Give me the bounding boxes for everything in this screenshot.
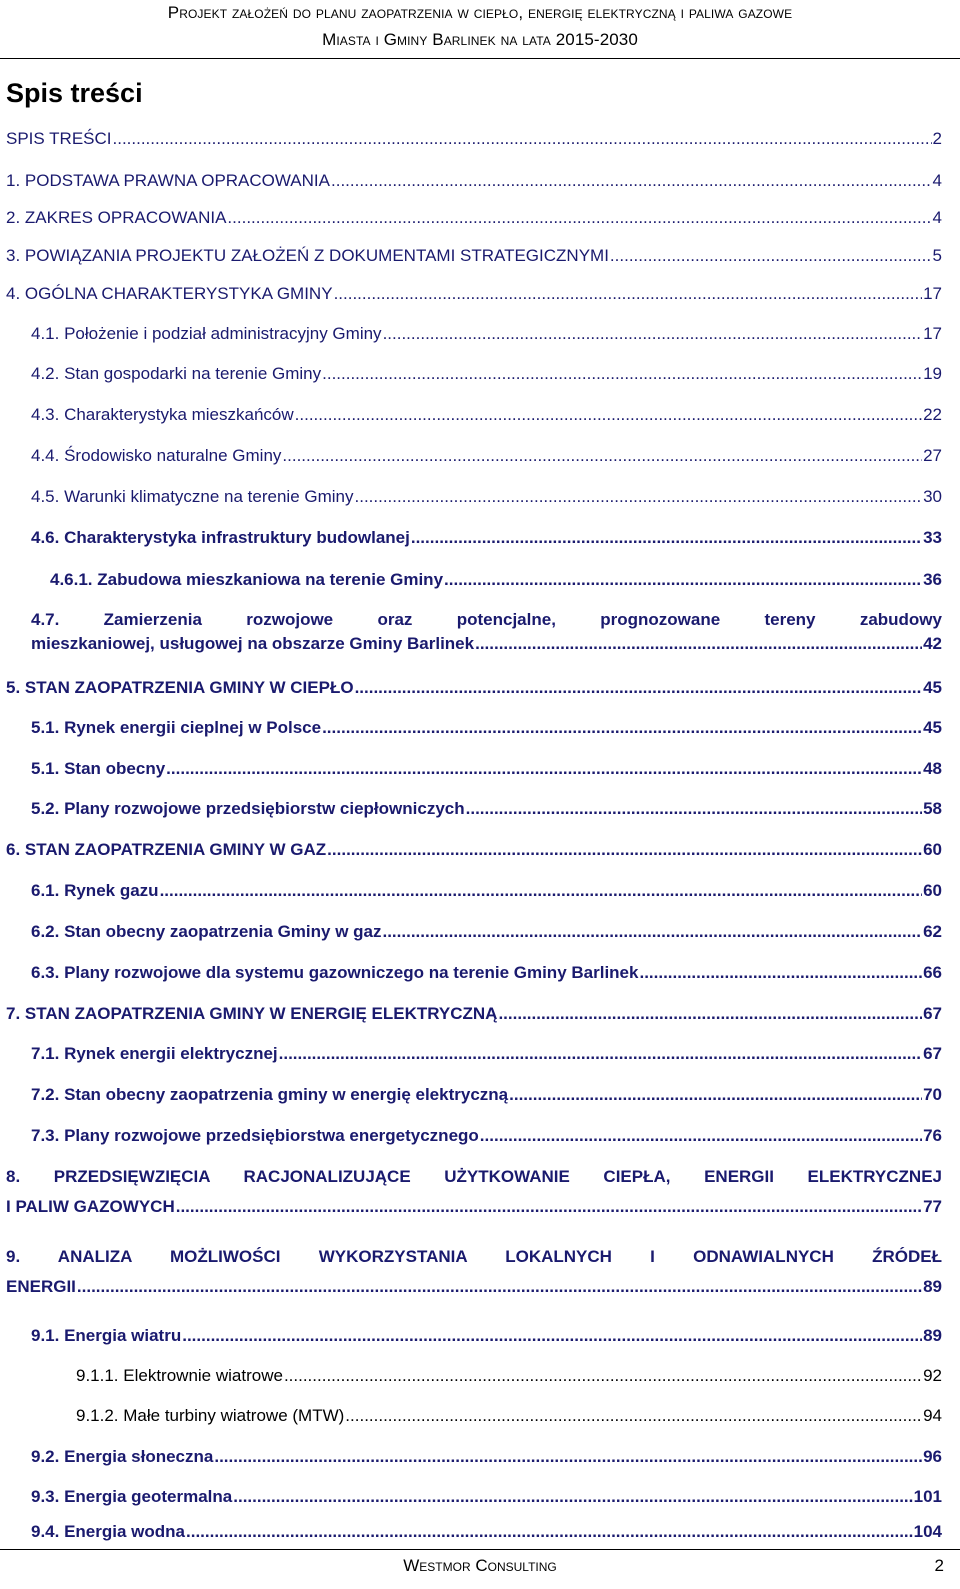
toc-entry[interactable] — [6, 246, 942, 266]
toc-entry[interactable] — [76, 1366, 942, 1386]
toc-entry-text: 5.1. Stan obecny — [31, 759, 166, 778]
toc-entry-page: 17 — [923, 284, 942, 303]
toc-entry[interactable] — [31, 446, 942, 466]
toc-entry-text-line-1: 8. PRZEDSIĘWZIĘCIA RACJONALIZUJĄCE UŻYTKOWANIE CIEPŁA, ENERGII ELEKTRYCZNEJ — [6, 1167, 942, 1186]
toc-entry[interactable] — [50, 570, 942, 590]
toc-leader-dots — [295, 405, 922, 425]
toc-leader-dots — [610, 246, 932, 266]
toc-entry-page: 17 — [923, 324, 942, 343]
toc-entry-text: 4.6. Charakterystyka infrastruktury budowlanej — [31, 528, 410, 547]
toc-entry[interactable] — [31, 799, 942, 819]
toc-entry-text: 9.3. Energia geotermalna — [31, 1487, 233, 1506]
toc-entry-text: 6.2. Stan obecny zaopatrzenia Gminy w gaz — [31, 922, 382, 941]
toc-entry-text: 5.1. Rynek energii cieplnej w Polsce — [31, 718, 322, 737]
toc-entry-page: 67 — [923, 1044, 942, 1063]
toc-leader-dots — [345, 1406, 922, 1426]
toc-entry-text-line-1: 9. ANALIZA MOŻLIWOŚCI WYKORZYSTANIA LOKALNYCH I ODNAWIALNYCH ŹRÓDEŁ — [6, 1247, 942, 1266]
toc-entry-page: 60 — [923, 881, 942, 900]
toc-entry[interactable] — [6, 1167, 942, 1217]
toc-entry[interactable] — [31, 487, 942, 507]
toc-entry[interactable] — [31, 1044, 942, 1064]
toc-entry[interactable] — [76, 1406, 942, 1426]
toc-entry[interactable] — [6, 129, 942, 149]
toc-entry[interactable] — [31, 718, 942, 738]
toc-entry-text: 9.4. Energia wodna — [31, 1522, 185, 1541]
toc-entry-page: 45 — [923, 718, 942, 737]
toc-leader-dots — [480, 1126, 922, 1146]
toc-entry[interactable] — [31, 1447, 942, 1467]
toc-leader-dots — [182, 1326, 922, 1346]
toc-entry-page: 70 — [923, 1085, 942, 1104]
toc-entry-text: 4.2. Stan gospodarki na terenie Gminy — [31, 364, 322, 383]
toc-entry-text: 7.3. Plany rozwojowe przedsiębiorstwa energetycznego — [31, 1126, 479, 1145]
footer-rule — [0, 1549, 960, 1550]
toc-leader-dots — [227, 208, 931, 228]
toc-entry-text: 9.1.2. Małe turbiny wiatrowe (MTW) — [76, 1406, 345, 1425]
toc-entry[interactable] — [31, 963, 942, 983]
toc-leader-dots — [327, 840, 922, 860]
toc-leader-dots — [113, 129, 932, 149]
toc-entry-text: 5. STAN ZAOPATRZENIA GMINY W CIEPŁO — [6, 678, 354, 697]
toc-leader-dots — [282, 446, 922, 466]
toc-leader-dots — [383, 324, 923, 344]
toc-entry[interactable] — [31, 1522, 942, 1542]
toc-entry-page: 22 — [923, 405, 942, 424]
toc-entry[interactable] — [31, 922, 942, 942]
toc-entry-text: 6. STAN ZAOPATRZENIA GMINY W GAZ — [6, 840, 327, 859]
toc-entry[interactable] — [6, 1004, 942, 1024]
toc-leader-dots — [166, 759, 922, 779]
toc-entry-page: 58 — [923, 799, 942, 818]
toc-entry-text: 4. OGÓLNA CHARAKTERYSTYKA GMINY — [6, 284, 333, 303]
toc-entry[interactable] — [31, 1126, 942, 1146]
toc-entry-text: 2. ZAKRES OPRACOWANIA — [6, 208, 227, 227]
toc-entry-page: 4 — [932, 208, 942, 227]
toc-entry-page: 62 — [923, 922, 942, 941]
toc-entry-page: 45 — [923, 678, 942, 697]
toc-entry-page: 33 — [923, 528, 942, 547]
toc-leader-dots — [77, 1277, 922, 1297]
toc-entry[interactable] — [31, 364, 942, 384]
toc-entry-page: 2 — [932, 129, 942, 148]
toc-entry-page: 67 — [923, 1004, 942, 1023]
toc-leader-dots — [331, 171, 932, 191]
toc-entry-page: 96 — [923, 1447, 942, 1466]
toc-entry-text: 9.1.1. Elektrownie wiatrowe — [76, 1366, 283, 1385]
toc-leader-dots — [322, 364, 922, 384]
footer-company-name: Westmor Consulting — [403, 1556, 557, 1575]
toc-entry-page: 42 — [923, 634, 942, 653]
toc-leader-dots — [639, 963, 922, 983]
toc-entry-page: 5 — [932, 246, 942, 265]
toc-leader-dots — [382, 922, 922, 942]
toc-entry-page: 19 — [923, 364, 942, 383]
toc-entry-text: 1. PODSTAWA PRAWNA OPRACOWANIA — [6, 171, 330, 190]
page-title: Spis treści — [6, 78, 143, 108]
toc-entry-page: 36 — [923, 570, 942, 589]
toc-entry-text: 7.1. Rynek energii elektrycznej — [31, 1044, 278, 1063]
toc-entry-page: 27 — [923, 446, 942, 465]
toc-leader-dots — [411, 528, 922, 548]
toc-entry-text-line-1: 4.7. Zamierzenia rozwojowe oraz potencjalne, prognozowane tereny zabudowy — [31, 610, 942, 629]
toc-entry[interactable] — [31, 405, 942, 425]
toc-entry-text: 6.3. Plany rozwojowe dla systemu gazowniczego na terenie Gminy Barlinek — [31, 963, 639, 982]
toc-entry-page: 66 — [923, 963, 942, 982]
toc-entry-page: 4 — [932, 171, 942, 190]
toc-entry-text: 5.2. Plany rozwojowe przedsiębiorstw ciepłowniczych — [31, 799, 465, 818]
toc-entry[interactable] — [31, 324, 942, 344]
toc-entry-page: 104 — [913, 1522, 942, 1541]
toc-entry[interactable] — [6, 171, 942, 191]
toc-leader-dots — [444, 570, 922, 590]
toc-entry[interactable] — [31, 759, 942, 779]
toc-leader-dots — [186, 1522, 913, 1542]
toc-entry-text: 4.5. Warunki klimatyczne na terenie Gminy — [31, 487, 354, 506]
toc-leader-dots — [233, 1487, 912, 1507]
toc-entry-text: 6.1. Rynek gazu — [31, 881, 159, 900]
toc-entry-text: SPIS TREŚCI — [6, 129, 112, 148]
toc-entry-text: 9.1. Energia wiatru — [31, 1326, 182, 1345]
toc-entry[interactable] — [6, 840, 942, 860]
toc-entry[interactable] — [31, 1487, 942, 1507]
toc-entry[interactable] — [31, 1326, 942, 1346]
toc-leader-dots — [284, 1366, 922, 1386]
toc-entry-page: 30 — [923, 487, 942, 506]
toc-entry[interactable] — [6, 208, 942, 228]
toc-entry[interactable] — [31, 1085, 942, 1105]
toc-leader-dots — [279, 1044, 922, 1064]
toc-entry-text: 7. STAN ZAOPATRZENIA GMINY W ENERGIĘ ELEKTRYCZNĄ — [6, 1004, 498, 1023]
toc-leader-dots — [334, 284, 923, 304]
toc-entry[interactable] — [6, 678, 942, 698]
toc-leader-dots — [355, 487, 923, 507]
toc-leader-dots — [355, 678, 923, 698]
toc-leader-dots — [498, 1004, 922, 1024]
footer-page-number: 2 — [934, 1556, 944, 1575]
toc-entry-text: 4.4. Środowisko naturalne Gminy — [31, 446, 282, 465]
toc-leader-dots — [509, 1085, 922, 1105]
toc-entry[interactable] — [6, 1247, 942, 1297]
toc-leader-dots — [322, 718, 922, 738]
toc-entry-page: 89 — [923, 1277, 942, 1296]
toc-entry-page: 101 — [913, 1487, 942, 1506]
toc-entry-text: 4.1. Położenie i podział administracyjny Gminy — [31, 324, 382, 343]
toc-leader-dots — [475, 634, 922, 654]
toc-entry-page: 77 — [923, 1197, 942, 1216]
toc-entry[interactable] — [6, 284, 942, 304]
toc-entry-page: 94 — [923, 1406, 942, 1425]
toc-entry-text: 3. POWIĄZANIA PROJEKTU ZAŁOŻEŃ Z DOKUMENTAMI STRATEGICZNYMI — [6, 246, 609, 265]
toc-entry-page: 76 — [923, 1126, 942, 1145]
toc-entry-text-line-2: mieszkaniowej, usługowej na obszarze Gminy Barlinek — [31, 634, 475, 653]
toc-entry[interactable] — [31, 881, 942, 901]
toc-entry[interactable] — [31, 528, 942, 548]
toc-entry-text: 4.3. Charakterystyka mieszkańców — [31, 405, 294, 424]
toc-leader-dots — [466, 799, 922, 819]
toc-entry-page: 48 — [923, 759, 942, 778]
toc-entry-page: 60 — [923, 840, 942, 859]
toc-leader-dots — [176, 1197, 922, 1217]
toc-entry-text: 4.6.1. Zabudowa mieszkaniowa na terenie Gminy — [50, 570, 444, 589]
toc-entry[interactable] — [31, 610, 942, 654]
toc-entry-text: 7.2. Stan obecny zaopatrzenia gminy w energię elektryczną — [31, 1085, 509, 1104]
toc-entry-page: 92 — [923, 1366, 942, 1385]
toc-leader-dots — [214, 1447, 922, 1467]
header-title-line-1: Projekt założeń do planu zaopatrzenia w ciepło, energię elektryczną i paliwa gazowe — [167, 3, 793, 22]
header-title-line-2: Miasta i Gminy Barlinek na lata 2015-2030 — [322, 30, 638, 49]
toc-entry-text-line-2: ENERGII — [6, 1277, 76, 1296]
toc-leader-dots — [160, 881, 923, 901]
toc-entry-text-line-2: I PALIW GAZOWYCH — [6, 1197, 175, 1216]
toc-entry-text: 9.2. Energia słoneczna — [31, 1447, 214, 1466]
toc-entry-page: 89 — [923, 1326, 942, 1345]
